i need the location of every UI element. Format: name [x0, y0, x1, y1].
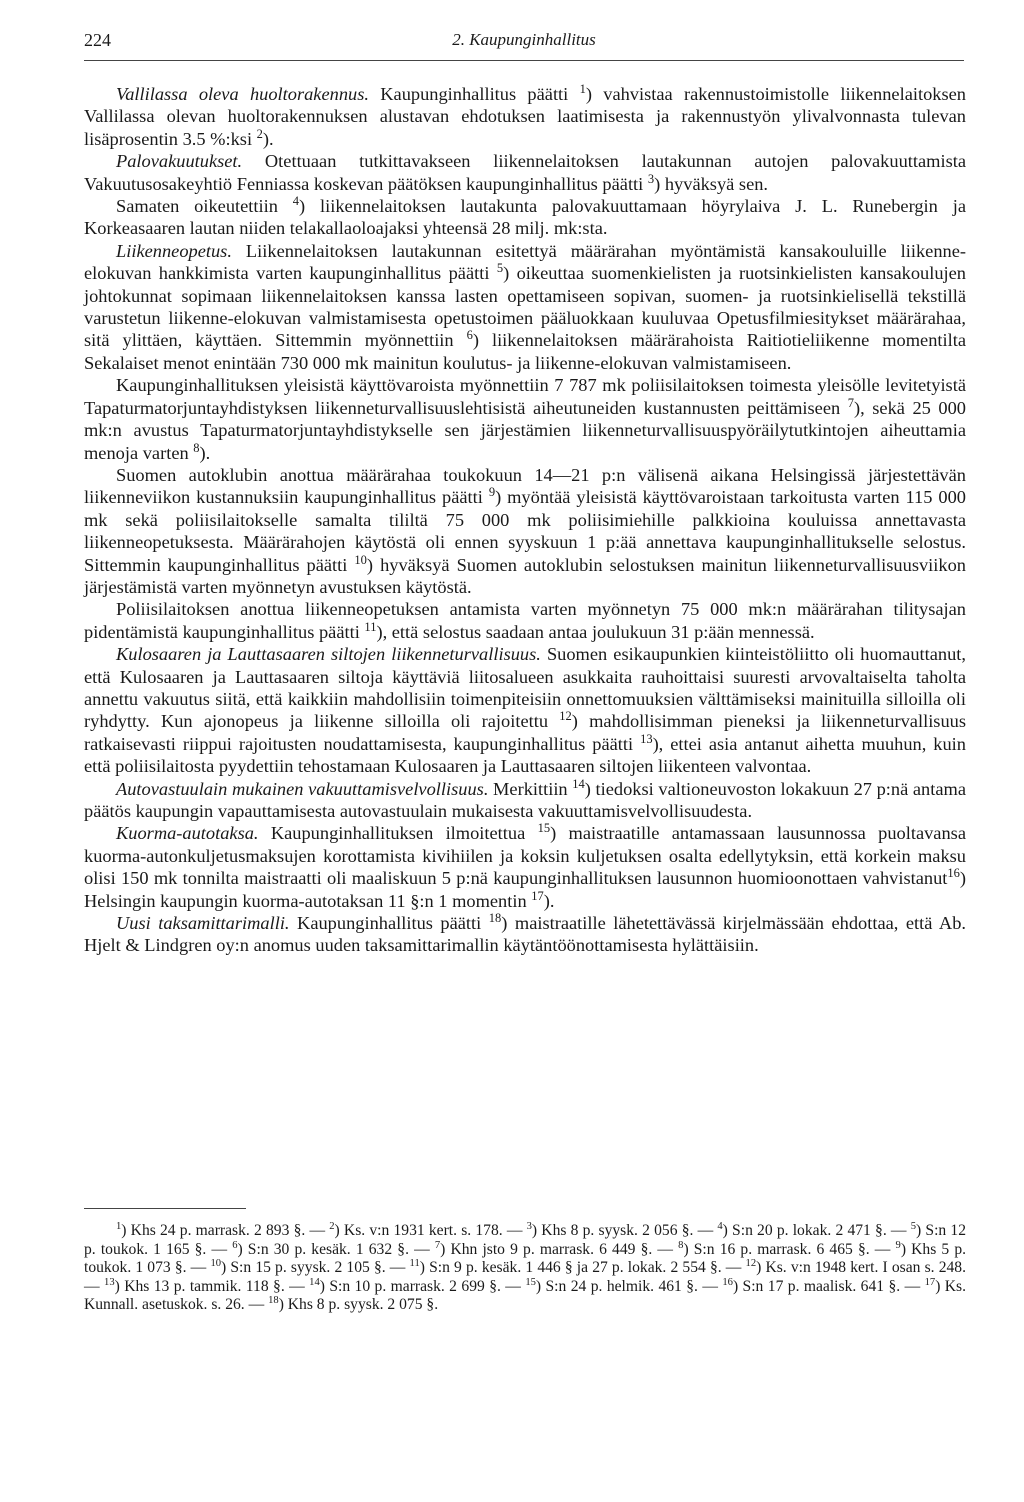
paragraph — [84, 150, 966, 195]
footnote-ref: 8 — [678, 1239, 684, 1251]
text-run: ), ettei asia antanut aihetta muuhun, kuin että poliisilaitosta pyydettiin tehostamaan Kulosaaren ja Lauttasaaren siltojen liikenteen valvontaa. — [84, 733, 966, 777]
text-run: ) vahvistaa rakennustoimistolle liikennelaitoksen Vallilassa olevan huoltorakennuksen alustavan ehdotuksen laatimisesta ja rakennustyön ylivalvonnasta tulevan lisäprosentin 3.5 %:ksi — [84, 84, 966, 149]
footnote-ref: 1 — [579, 82, 586, 97]
footnote-ref: 13 — [640, 731, 653, 746]
footnotes — [84, 1222, 966, 1315]
section-heading: Vallilassa oleva huoltorakennus. — [116, 84, 369, 104]
footnote-ref: 17 — [531, 888, 544, 903]
paragraph — [84, 912, 966, 957]
running-title: 2. Kaupunginhallitus — [452, 30, 596, 49]
footnote-ref: 17 — [924, 1276, 936, 1288]
text-run: ) S:n 17 p. maalisk. 641 §. — — [732, 1277, 925, 1295]
text-run: ) mahdollisimman pieneksi ja liikenneturvallisuus ratkaisevasti riippui rajoitusten noudattamisesta, kaupunginhallitus päätti — [84, 711, 967, 754]
text-run: Liikennelaitoksen lautakunnan esitettyä määrärahan myöntämistä kansakouluille liikenne-elokuvan hankkimista varten kaupunginhallitus päätti — [84, 240, 966, 284]
body-text — [84, 83, 966, 957]
text-run: Samaten oikeutettiin — [116, 196, 293, 217]
paragraph — [84, 83, 966, 150]
footnote-ref: 7 — [847, 395, 854, 410]
text-run: ) Khs 13 p. tammik. 118 §. — — [114, 1277, 310, 1295]
text-run: ) Ks. v:n 1948 kert. I osan s. 248. — — [84, 1259, 967, 1295]
running-head — [84, 30, 964, 58]
footnote-ref: 11 — [409, 1258, 420, 1270]
text-run: ) liikennelaitoksen määrärahoista Raitiotieliikenne momentilta Sekalaiset menot enintään 730 000 mk mainitun koulutus- ja liikenne-elokuvan valmistamiseen. — [84, 330, 967, 373]
text-run: ), sekä 25 000 mk:n avustus Tapaturmatorjuntayhdistykselle sen järjestämien liikenneturvallisuuspyöräilytutkintojen aiheuttamia menoja varten — [84, 397, 966, 463]
text-run: ) liikennelaitoksen lautakunta palovakuuttamaan höyrylaiva J. L. Runebergin ja Korkeasaaren lautan niiden telakallaoloajaksi yhteensä 28 milj. mk:sta. — [84, 196, 966, 239]
text-run: ) Helsingin kaupungin kuorma-autotaksan 11 §:n 1 momentin — [84, 868, 966, 911]
footnote-ref: 1 — [116, 1221, 122, 1233]
footnote-ref: 3 — [647, 171, 655, 186]
footnote-ref: 12 — [559, 709, 572, 724]
page-number: 224 — [84, 30, 111, 50]
footnote-ref: 9 — [488, 485, 496, 500]
text-run: ) S:n 9 p. kesäk. 1 446 § ja 27 p. lokak. 2 554 §. — — [419, 1259, 746, 1277]
section-heading: Palovakuutukset. — [116, 151, 243, 172]
paragraph — [84, 195, 966, 240]
footnote-ref: 10 — [354, 552, 367, 567]
footnote-ref: 14 — [309, 1276, 320, 1288]
text-run: Kaupunginhallituksen ilmoitettua — [258, 823, 538, 844]
footnote-ref: 6 — [232, 1239, 238, 1251]
footnote-ref: 2 — [256, 126, 263, 141]
text-run: Poliisilaitoksen anottua liikenneopetuksen antamista varten myönnetyn 75 000 mk:n määrärahan tilitysajan pidentämistä kaupunginhallitus päätti — [84, 599, 966, 642]
paragraph — [84, 643, 966, 777]
footnote-ref: 18 — [488, 911, 502, 926]
section-heading: Kulosaaren ja Lauttasaaren siltojen liikenneturvallisuus. — [116, 644, 541, 665]
text-run: ), että selostus saadaan antaa joulukuun 31 p:ään mennessä. — [376, 621, 815, 642]
text-run: ) maistraatille lähetettävässä kirjelmässään ehdottaa, että Ab. Hjelt & Lindgren oy:n anomus uuden taksamittarimallin käytäntöönottamisesta hylättäisiin. — [84, 913, 966, 956]
text-run: ) S:n 24 p. helmik. 461 §. — — [535, 1277, 723, 1295]
text-run: ) Khn jsto 9 p. marrask. 6 449 §. — — [440, 1240, 679, 1258]
text-run: ) Ks. v:n 1931 kert. s. 178. — — [334, 1222, 527, 1239]
text-run: ) myöntää yleisistä käyttövaroistaan tarkoitusta varten 115 000 mk sekä poliisilaitokselle samalta tililtä 75 000 mk poliisimiehille palkkioina kouluissa annettavasta liikenneopetuksesta. Määrärahojen käytöstä oli ennen syyskuun 1 p:ää annettava kaupunginhallitukselle selostus. Sittemmin kaupunginhallitus päätti — [84, 487, 966, 575]
footnote-ref: 3 — [526, 1221, 532, 1233]
text-run: Kaupunginhallituksen yleisistä käyttövaroista myönnettiin 7 787 mk poliisilaitoksen toimesta yleisölle levitetyistä Tapaturmatorjuntayhdistyksen liikenneturvallisuuslehtisistä aiheutuneiden kustannusten peittämiseen — [84, 375, 966, 418]
paragraph — [84, 822, 966, 912]
footnote-ref: 10 — [210, 1258, 222, 1270]
text-run: ) Ks. Kunnall. asetuskok. s. 26. — — [84, 1277, 967, 1314]
text-run: ) S:n 20 p. lokak. 2 471 §. — — [722, 1222, 911, 1239]
section-heading: Kuorma-autotaksa. — [116, 823, 259, 844]
text-run: Kaupunginhallitus päätti — [368, 84, 580, 104]
footnote-ref: 5 — [910, 1221, 917, 1233]
text-run: ) Khs 5 p. toukok. 1 073 §. — — [84, 1240, 967, 1277]
text-run: ) Khs 8 p. syysk. 2 075 §. — [278, 1296, 439, 1314]
footnote-ref: 18 — [268, 1295, 279, 1307]
text-run: ) S:n 10 p. marrask. 2 699 §. — — [319, 1277, 526, 1295]
text-run: ) S:n 15 p. syysk. 2 105 §. — — [221, 1259, 410, 1277]
paragraph — [84, 464, 966, 598]
text-run: ) maistraatille antamassaan lausunnossa puoltavansa kuorma-autonkuljetusmaksujen korottamista kivihiilen ja koksin kuljetuksen osalta edellytyksin, että korkein maksu olisi 150 mk tonnilta maistraatti oli maaliskuun 5 p:nä kaupunginhallituksen lausunnon huomioonottaen vahvistanut — [84, 823, 966, 889]
footnote-ref: 4 — [292, 194, 300, 209]
text-run: Otettuaan tutkittavakseen liikennelaitoksen lautakunnan autojen palovakuuttamista Vakuutusosakeyhtiö Fenniassa koskevan päätöksen kaupunginhallitus päätti — [84, 151, 966, 194]
footnote-ref: 4 — [717, 1221, 723, 1233]
text-run: ) S:n 16 p. marrask. 6 465 §. — — [683, 1240, 896, 1258]
text-run: Kaupunginhallitus päätti — [289, 913, 489, 934]
footnote-ref: 8 — [193, 440, 200, 455]
footnote-rule — [84, 1208, 246, 1209]
footnote-ref: 2 — [329, 1221, 335, 1233]
footnote-ref: 15 — [525, 1276, 536, 1288]
text-run: ) Khs 24 p. marrask. 2 893 §. — — [121, 1222, 330, 1239]
text-run: ) Khs 8 p. syysk. 2 056 §. — — [531, 1222, 718, 1239]
footnote-ref: 16 — [947, 866, 960, 881]
header-rule — [84, 60, 964, 61]
text-run: ) hyväksyä Suomen autoklubin selostuksen mainitun liikenneturvallisuusviikon järjestämistä varten myönnetyn avustuksen käytöstä. — [84, 554, 966, 597]
section-heading: Liikenneopetus. — [116, 240, 232, 261]
paragraph — [84, 778, 966, 823]
text-run: ). — [543, 890, 555, 911]
section-heading: Autovastuulain mukainen vakuuttamisvelvollisuus. — [116, 778, 489, 799]
text-run: Suomen autoklubin anottua määrärahaa toukokuun 14—21 p:n välisenä aikana Helsingissä järjestettävän liikenneviikon kustannuksiin kaupunginhallitus päätti — [84, 464, 966, 508]
text-run: ). — [199, 442, 211, 463]
footnote-ref: 16 — [722, 1276, 733, 1288]
text-run: ) tiedoksi valtioneuvoston lokakuun 27 p:nä antama päätös kaupungin vapauttamisesta autovastuulain mukaisesta vakuuttamisvelvollisuudesta. — [84, 778, 966, 821]
paragraph — [84, 240, 966, 374]
paragraph — [84, 374, 966, 464]
footnote-ref: 13 — [104, 1276, 115, 1288]
footnote-ref: 9 — [895, 1239, 901, 1251]
footnote-ref: 6 — [466, 328, 473, 343]
text-run: ) oikeuttaa suomenkielisten ja ruotsinkielisten kansakoulujen johtokunnat sopimaan liikennelaitoksen kanssa lasten opettamiseen sopivan, suomen- ja ruotsinkielisellä tekstillä varustetun liikenne-elokuvan valmistamisesta opetustoimen pääluokkaan kuuluvaa Opetusfilmiesitykset määrärahaa, sitä ylittäen, käyttäen. Sittemmin myönnettiin — [84, 263, 966, 351]
text-run: ) hyväksyä sen. — [654, 173, 769, 194]
footnote-ref: 14 — [572, 776, 585, 791]
footnote-ref: 7 — [434, 1239, 441, 1251]
footnote-ref: 12 — [745, 1258, 757, 1270]
text-run: ) S:n 12 p. toukok. 1 165 §. — — [84, 1222, 966, 1258]
section-heading: Uusi taksamittarimalli. — [116, 913, 290, 934]
paragraph — [84, 598, 966, 643]
footnote-ref: 11 — [364, 619, 377, 634]
text-run: ). — [262, 128, 274, 149]
text-run: Suomen esikaupunkien kiinteistöliitto oli huomauttanut, että Kulosaaren ja Lauttasaaren siltoja käyttäviä liitosalueen asukkaita rauhoittaisi suuresti arvovaltaiselta taholta annettu vakuutus siitä, että kaikkiin mahdollisiin toimenpiteisiin onnettomuuksien välttämiseksi mainituilla silloilla oli ryhdytty. Kun ajonopeus ja liikenne silloilla oli rajoitettu — [84, 644, 967, 732]
footnote-ref: 15 — [537, 821, 551, 836]
footnote-ref: 5 — [496, 261, 504, 276]
text-run: Merkittiin — [488, 778, 573, 799]
text-run: ) S:n 30 p. kesäk. 1 632 §. — — [237, 1240, 435, 1258]
